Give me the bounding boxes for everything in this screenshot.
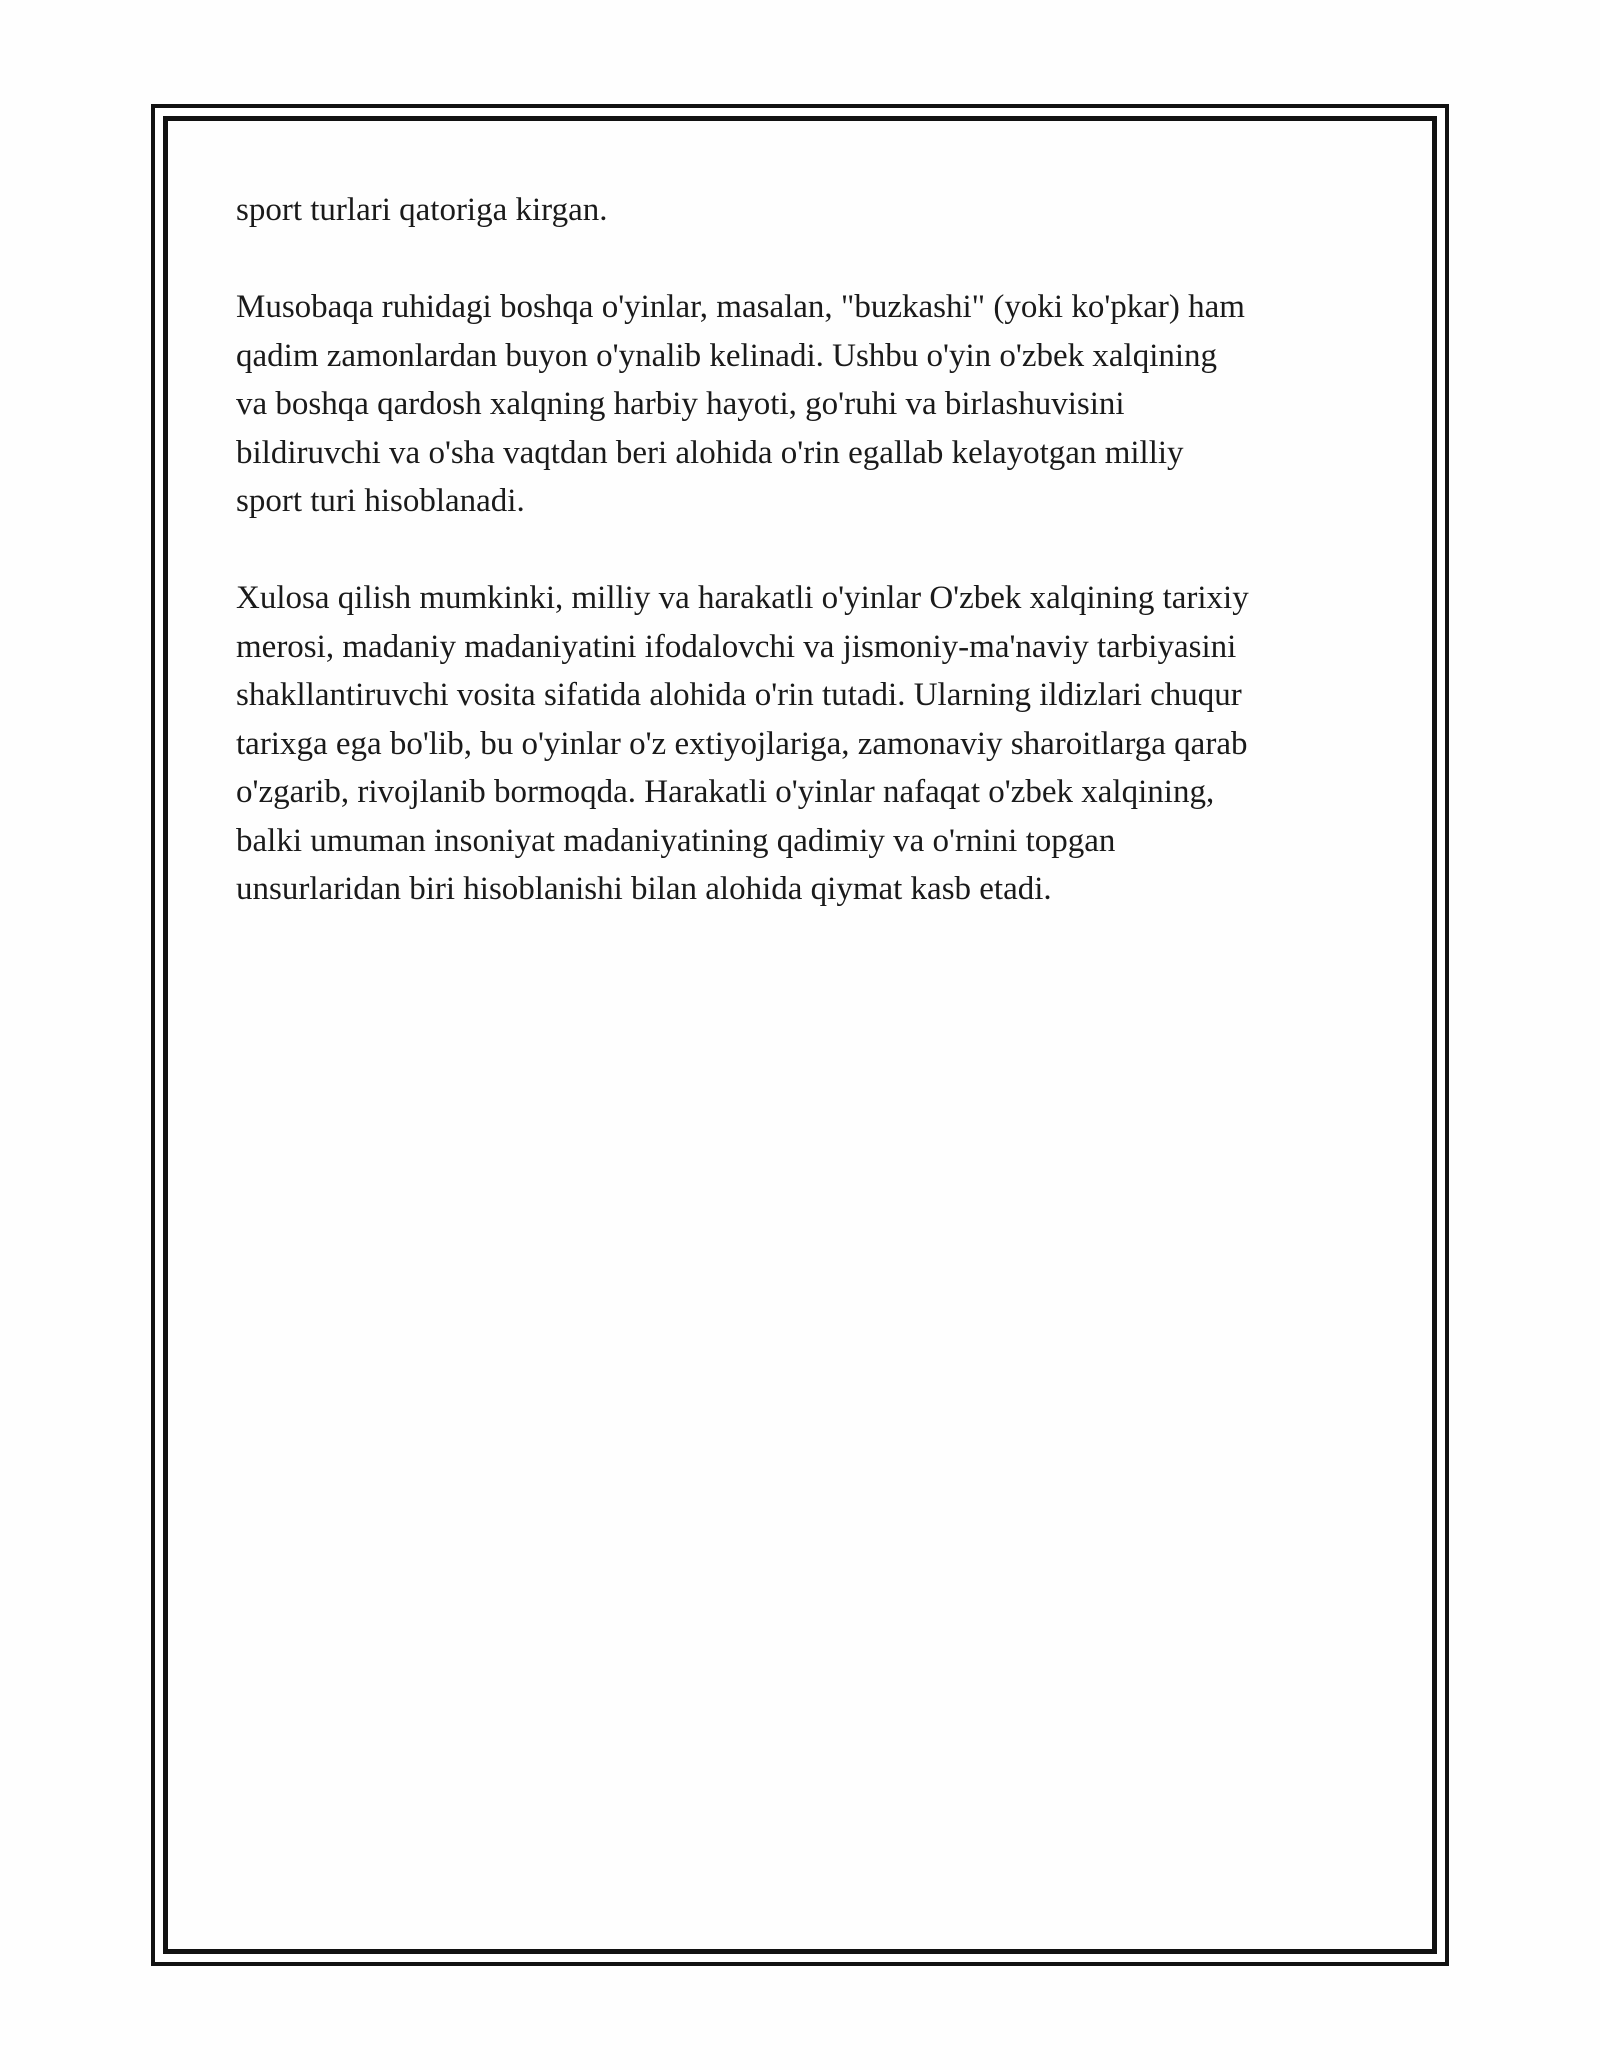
paragraph-continuation: sport turlari qatoriga kirgan. xyxy=(236,192,608,228)
document-body xyxy=(236,186,1376,962)
paragraph-buzkashi: Musobaqa ruhidagi boshqa o'yinlar, masalan, "buzkashi" (yoki ko'pkar) ham qadim zamonlardan buyon o'ynalib kelinadi. Ushbu o'yin o'zbek xalqining va boshqa qardosh xalqning harbiy hayoti, go'ruhi va birlashuvisini bildiruvchi va o'sha vaqtdan beri alohida o'rin egallab kelayotgan milliy sport turi hisoblanadi. xyxy=(236,289,1245,519)
paragraph-conclusion: Xulosa qilish mumkinki, milliy va harakatli o'yinlar O'zbek xalqining tarixiy merosi, madaniy madaniyatini ifodalovchi va jismoniy-ma'naviy tarbiyasini shakllantiruvchi vosita sifatida alohida o'rin tutadi. Ularning ildizlari chuqur tarixga ega bo'lib, bu o'yinlar o'z extiyojlariga, zamonaviy sharoitlarga qarab o'zgarib, rivojlanib bormoqda. Harakatli o'yinlar nafaqat o'zbek xalqining, balki umuman insoniyat madaniyatining qadimiy va o'rnini topgan unsurlaridan biri hisoblanishi bilan alohida qiymat kasb etadi. xyxy=(236,580,1249,907)
